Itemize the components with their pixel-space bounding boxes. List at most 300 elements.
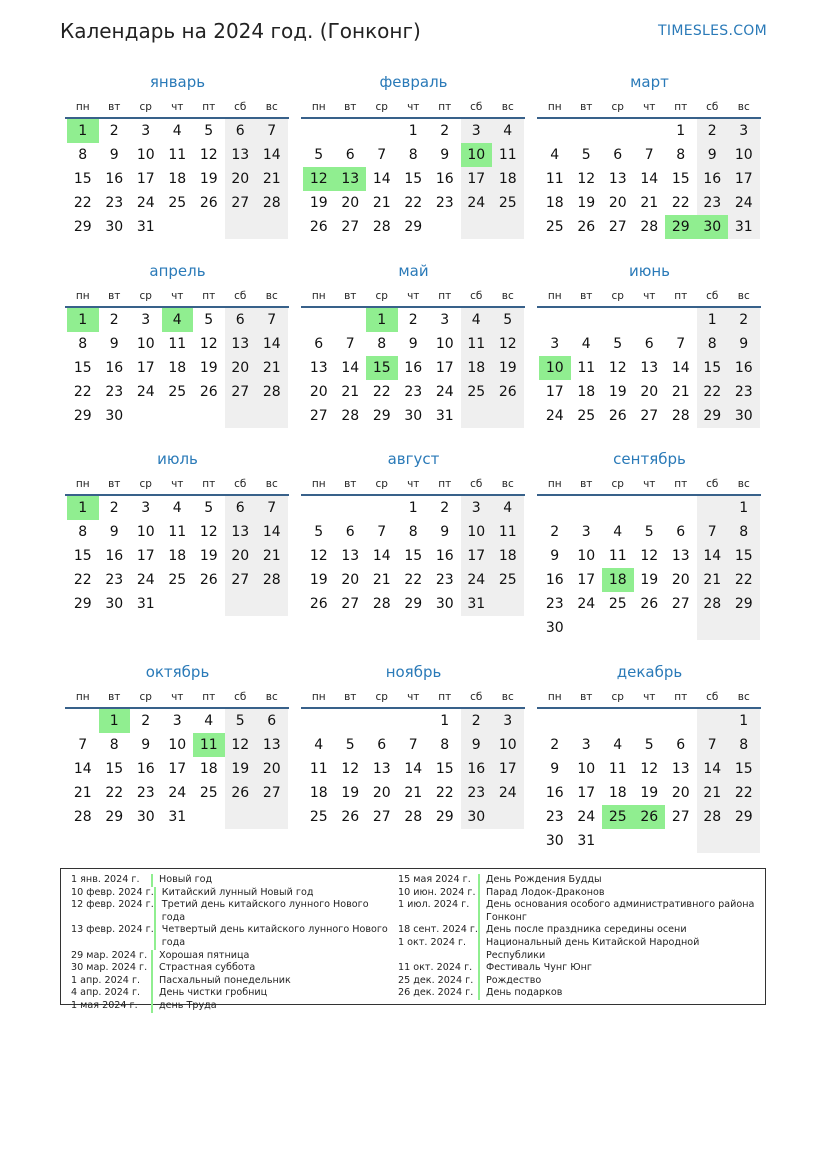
day-cell: 19 xyxy=(309,195,328,211)
day-cell: 21 xyxy=(73,785,92,801)
day-cell: 2 xyxy=(440,123,450,139)
day-cell: 6 xyxy=(345,147,355,163)
weekday-label: пт xyxy=(438,691,452,703)
day-cell: 6 xyxy=(644,336,654,352)
day-cell: 1 xyxy=(440,713,450,729)
month-name: июнь xyxy=(628,262,671,280)
day-cell: 20 xyxy=(671,572,690,588)
weekend-day-cell: 28 xyxy=(256,568,288,592)
weekend-day-cell: 24 xyxy=(728,191,760,215)
day-cell: 31 xyxy=(577,833,596,849)
day-cell: 27 xyxy=(671,809,690,825)
weekend-day-cell: 19 xyxy=(225,757,257,781)
day-cell: 15 xyxy=(73,360,92,376)
weekday-label: вт xyxy=(580,290,593,302)
weekend-day-cell: 27 xyxy=(225,568,257,592)
weekday-label: сб xyxy=(234,478,247,490)
weekday-label: чт xyxy=(171,478,184,490)
day-cell: 18 xyxy=(168,548,187,564)
weekend-filler xyxy=(492,805,524,829)
weekday-label: пт xyxy=(438,478,452,490)
day-cell: 28 xyxy=(372,219,391,235)
day-cell: 27 xyxy=(671,596,690,612)
day-cell: 11 xyxy=(577,360,596,376)
day-cell: 29 xyxy=(435,809,454,825)
month-name: апрель xyxy=(149,262,206,280)
weekend-day-cell: 14 xyxy=(697,544,729,568)
day-cell: 12 xyxy=(199,147,218,163)
weekday-label: сб xyxy=(706,691,719,703)
weekend-filler xyxy=(256,592,288,616)
day-cell: 14 xyxy=(73,761,92,777)
day-cell: 17 xyxy=(136,171,155,187)
legend-date: 1 янв. 2024 г. xyxy=(71,874,140,885)
weekend-filler xyxy=(492,404,524,428)
day-cell: 9 xyxy=(141,737,151,753)
page-title: Календарь на 2024 год. (Гонконг) xyxy=(60,19,421,43)
legend-row xyxy=(398,874,758,887)
weekday-label: чт xyxy=(171,691,184,703)
day-cell: 29 xyxy=(404,596,423,612)
weekday-label: пн xyxy=(75,290,90,302)
weekend-day-cell: 15 xyxy=(728,757,760,781)
day-cell: 5 xyxy=(644,737,654,753)
weekend-day-cell: 26 xyxy=(492,380,524,404)
legend-date: 29 мар. 2024 г. xyxy=(71,949,148,961)
weekend-day-cell: 28 xyxy=(697,805,729,829)
weekend-day-cell: 3 xyxy=(461,119,493,143)
legend-row xyxy=(398,924,758,937)
weekend-day-cell: 20 xyxy=(225,167,257,191)
legend-holiday-name: День основания особого административного района Гонконг xyxy=(486,899,755,923)
legend-column-left xyxy=(71,874,391,1013)
day-cell: 11 xyxy=(168,147,187,163)
weekend-day-cell: 22 xyxy=(697,380,729,404)
weekend-day-cell: 3 xyxy=(461,496,493,520)
weekend-day-cell: 21 xyxy=(697,568,729,592)
legend-color-bar xyxy=(151,950,153,963)
day-cell: 19 xyxy=(341,785,360,801)
holiday-day-cell: 10 xyxy=(461,143,493,167)
weekend-day-cell: 21 xyxy=(256,356,288,380)
weekday-label: ср xyxy=(611,691,624,703)
day-cell: 26 xyxy=(640,596,659,612)
weekday-label: пн xyxy=(547,101,562,113)
weekend-filler xyxy=(461,404,493,428)
day-cell: 19 xyxy=(640,785,659,801)
legend-row xyxy=(71,987,391,1000)
legend-row xyxy=(398,962,758,975)
weekday-label: сб xyxy=(234,101,247,113)
day-cell: 30 xyxy=(545,620,564,636)
day-cell: 21 xyxy=(372,195,391,211)
weekend-day-cell: 6 xyxy=(225,308,257,332)
day-cell: 8 xyxy=(440,737,450,753)
day-cell: 21 xyxy=(372,572,391,588)
day-cell: 28 xyxy=(372,596,391,612)
weekday-header xyxy=(303,290,524,306)
weekend-day-cell: 13 xyxy=(225,520,257,544)
day-cell: 4 xyxy=(172,123,182,139)
weekend-day-cell: 28 xyxy=(256,380,288,404)
day-cell: 19 xyxy=(199,360,218,376)
legend-holiday-name: Парад Лодок-Драконов xyxy=(486,886,605,898)
day-cell: 19 xyxy=(199,548,218,564)
legend-column-right xyxy=(398,874,758,1000)
month-name: март xyxy=(630,73,669,91)
day-cell: 3 xyxy=(581,524,591,540)
day-cell: 10 xyxy=(136,524,155,540)
weekend-day-cell: 26 xyxy=(225,781,257,805)
weekday-label: вт xyxy=(580,691,593,703)
day-grid xyxy=(67,496,288,664)
weekend-day-cell: 18 xyxy=(461,356,493,380)
weekend-day-cell: 8 xyxy=(697,332,729,356)
day-cell: 2 xyxy=(109,500,119,516)
legend-row xyxy=(398,987,758,1000)
day-cell: 8 xyxy=(78,336,88,352)
day-cell: 2 xyxy=(550,524,560,540)
weekday-label: вт xyxy=(344,478,357,490)
holiday-day-cell: 13 xyxy=(335,167,367,191)
legend-color-bar xyxy=(154,899,156,924)
weekday-label: чт xyxy=(643,478,656,490)
weekday-label: сб xyxy=(470,101,483,113)
holiday-legend xyxy=(60,868,766,1011)
legend-color-bar xyxy=(478,924,480,937)
day-cell: 18 xyxy=(545,195,564,211)
weekday-header xyxy=(67,478,288,494)
day-cell: 23 xyxy=(404,384,423,400)
weekday-label: чт xyxy=(643,101,656,113)
weekend-day-cell: 28 xyxy=(697,592,729,616)
weekend-day-cell: 17 xyxy=(728,167,760,191)
weekend-day-cell: 13 xyxy=(225,332,257,356)
site-link[interactable]: TIMESLES.COM xyxy=(658,23,767,39)
day-cell: 30 xyxy=(105,408,124,424)
weekday-label: сб xyxy=(706,101,719,113)
legend-holiday-name: День чистки гробниц xyxy=(159,987,268,999)
day-cell: 27 xyxy=(608,219,627,235)
day-cell: 16 xyxy=(435,171,454,187)
day-cell: 16 xyxy=(545,572,564,588)
weekend-day-cell: 18 xyxy=(492,544,524,568)
weekend-day-cell: 27 xyxy=(225,191,257,215)
day-cell: 14 xyxy=(372,548,391,564)
day-cell: 7 xyxy=(644,147,654,163)
weekday-label: ср xyxy=(139,478,152,490)
weekend-day-cell: 7 xyxy=(256,119,288,143)
weekday-label: ср xyxy=(139,101,152,113)
legend-date: 12 февр. 2024 г. xyxy=(71,899,154,911)
legend-row xyxy=(71,887,391,900)
day-cell: 20 xyxy=(341,195,360,211)
day-cell: 21 xyxy=(341,384,360,400)
weekday-label: пт xyxy=(202,691,216,703)
day-cell: 8 xyxy=(78,524,88,540)
day-cell: 27 xyxy=(372,809,391,825)
weekend-day-cell: 29 xyxy=(728,805,760,829)
legend-color-bar xyxy=(478,874,480,887)
day-cell: 31 xyxy=(136,219,155,235)
day-cell: 24 xyxy=(136,195,155,211)
weekend-filler xyxy=(225,215,257,239)
legend-color-bar xyxy=(151,874,153,887)
weekend-filler xyxy=(697,496,729,520)
weekend-day-cell: 13 xyxy=(225,143,257,167)
day-grid xyxy=(67,709,288,877)
weekend-filler xyxy=(225,592,257,616)
weekday-label: пн xyxy=(75,101,90,113)
day-cell: 2 xyxy=(109,312,119,328)
holiday-day-cell: 4 xyxy=(162,308,194,332)
weekend-day-cell: 11 xyxy=(461,332,493,356)
holiday-day-cell: 25 xyxy=(602,805,634,829)
day-cell: 6 xyxy=(676,737,686,753)
legend-color-bar xyxy=(151,962,153,975)
weekday-header xyxy=(539,290,760,306)
day-cell: 27 xyxy=(341,219,360,235)
weekend-day-cell: 24 xyxy=(461,191,493,215)
day-cell: 18 xyxy=(608,785,627,801)
day-cell: 31 xyxy=(168,809,187,825)
weekend-day-cell: 4 xyxy=(492,119,524,143)
holiday-day-cell: 29 xyxy=(665,215,697,239)
day-cell: 19 xyxy=(608,384,627,400)
holiday-day-cell: 15 xyxy=(366,356,398,380)
day-cell: 15 xyxy=(73,171,92,187)
legend-color-bar xyxy=(478,962,480,975)
day-cell: 20 xyxy=(372,785,391,801)
day-cell: 17 xyxy=(577,572,596,588)
day-cell: 22 xyxy=(671,195,690,211)
weekday-label: сб xyxy=(470,478,483,490)
weekday-label: ср xyxy=(611,290,624,302)
day-cell: 23 xyxy=(545,596,564,612)
day-cell: 4 xyxy=(204,713,214,729)
day-cell: 17 xyxy=(545,384,564,400)
weekend-day-cell: 14 xyxy=(256,332,288,356)
day-cell: 5 xyxy=(581,147,591,163)
weekday-label: вт xyxy=(344,290,357,302)
day-cell: 15 xyxy=(404,548,423,564)
weekday-label: пт xyxy=(674,691,688,703)
weekend-day-cell: 28 xyxy=(256,191,288,215)
day-cell: 5 xyxy=(314,147,324,163)
day-cell: 5 xyxy=(613,336,623,352)
day-cell: 3 xyxy=(141,312,151,328)
legend-row xyxy=(398,937,758,962)
legend-date: 4 апр. 2024 г. xyxy=(71,987,141,999)
day-cell: 20 xyxy=(341,572,360,588)
day-cell: 23 xyxy=(105,195,124,211)
legend-color-bar xyxy=(151,975,153,988)
day-cell: 8 xyxy=(377,336,387,352)
day-cell: 29 xyxy=(73,408,92,424)
day-cell: 6 xyxy=(377,737,387,753)
day-cell: 3 xyxy=(440,312,450,328)
legend-color-bar xyxy=(154,924,156,949)
day-cell: 9 xyxy=(408,336,418,352)
legend-row xyxy=(398,899,758,924)
day-cell: 5 xyxy=(314,524,324,540)
legend-date: 18 сент. 2024 г. xyxy=(398,924,478,936)
day-cell: 6 xyxy=(314,336,324,352)
weekday-label: вт xyxy=(580,101,593,113)
day-cell: 13 xyxy=(372,761,391,777)
weekday-label: пн xyxy=(547,290,562,302)
weekend-day-cell: 4 xyxy=(492,496,524,520)
day-cell: 22 xyxy=(435,785,454,801)
legend-date: 1 июл. 2024 г. xyxy=(398,899,470,911)
weekend-day-cell: 29 xyxy=(697,404,729,428)
weekday-label: пн xyxy=(75,691,90,703)
day-cell: 2 xyxy=(141,713,151,729)
weekday-label: пн xyxy=(311,290,326,302)
day-cell: 11 xyxy=(608,761,627,777)
weekend-day-cell: 17 xyxy=(492,757,524,781)
weekend-day-cell: 6 xyxy=(256,709,288,733)
day-cell: 2 xyxy=(550,737,560,753)
day-cell: 22 xyxy=(73,195,92,211)
day-cell: 25 xyxy=(168,384,187,400)
day-cell: 26 xyxy=(309,596,328,612)
day-cell: 15 xyxy=(105,761,124,777)
weekend-day-cell: 25 xyxy=(492,191,524,215)
day-cell: 2 xyxy=(408,312,418,328)
day-cell: 23 xyxy=(435,572,454,588)
weekend-filler xyxy=(697,709,729,733)
weekday-label: пн xyxy=(547,478,562,490)
day-cell: 16 xyxy=(435,548,454,564)
weekday-label: ср xyxy=(375,290,388,302)
day-cell: 9 xyxy=(109,524,119,540)
holiday-day-cell: 1 xyxy=(67,496,99,520)
day-cell: 28 xyxy=(73,809,92,825)
day-cell: 19 xyxy=(309,572,328,588)
weekday-label: вт xyxy=(580,478,593,490)
day-cell: 22 xyxy=(404,195,423,211)
legend-date: 10 июн. 2024 г. xyxy=(398,886,476,898)
weekend-day-cell: 25 xyxy=(492,568,524,592)
weekday-label: чт xyxy=(407,290,420,302)
legend-date: 26 дек. 2024 г. xyxy=(398,987,474,999)
day-cell: 24 xyxy=(577,809,596,825)
weekday-header xyxy=(303,478,524,494)
day-cell: 12 xyxy=(577,171,596,187)
legend-holiday-name: Четвертый день китайского лунного Нового года xyxy=(161,924,388,948)
weekend-day-cell: 3 xyxy=(728,119,760,143)
weekend-day-cell: 6 xyxy=(225,119,257,143)
day-cell: 19 xyxy=(199,171,218,187)
day-cell: 30 xyxy=(545,833,564,849)
weekday-label: вс xyxy=(265,101,278,113)
weekend-filler xyxy=(728,616,760,640)
weekend-day-cell: 1 xyxy=(728,496,760,520)
day-cell: 18 xyxy=(309,785,328,801)
weekday-label: пн xyxy=(311,478,326,490)
weekend-day-cell: 10 xyxy=(728,143,760,167)
day-cell: 20 xyxy=(309,384,328,400)
weekday-label: вс xyxy=(265,290,278,302)
day-cell: 26 xyxy=(199,195,218,211)
weekend-filler xyxy=(256,404,288,428)
weekend-day-cell: 9 xyxy=(461,733,493,757)
weekday-label: вс xyxy=(501,691,514,703)
weekend-filler xyxy=(256,805,288,829)
legend-row xyxy=(71,874,391,887)
day-cell: 25 xyxy=(168,195,187,211)
day-cell: 24 xyxy=(577,596,596,612)
day-cell: 12 xyxy=(199,336,218,352)
weekend-day-cell: 1 xyxy=(697,308,729,332)
day-cell: 17 xyxy=(136,548,155,564)
weekend-day-cell: 16 xyxy=(728,356,760,380)
month-name: февраль xyxy=(379,73,448,91)
weekend-filler xyxy=(697,616,729,640)
weekend-day-cell: 8 xyxy=(728,733,760,757)
weekend-day-cell: 16 xyxy=(697,167,729,191)
day-cell: 4 xyxy=(613,737,623,753)
day-cell: 31 xyxy=(435,408,454,424)
weekday-label: сб xyxy=(706,290,719,302)
day-cell: 23 xyxy=(105,572,124,588)
legend-color-bar xyxy=(478,987,480,1000)
day-cell: 24 xyxy=(168,785,187,801)
day-cell: 16 xyxy=(404,360,423,376)
day-cell: 3 xyxy=(141,123,151,139)
legend-date: 1 окт. 2024 г. xyxy=(398,936,467,948)
weekday-label: ср xyxy=(611,101,624,113)
day-cell: 25 xyxy=(608,596,627,612)
holiday-day-cell: 18 xyxy=(602,568,634,592)
weekend-day-cell: 8 xyxy=(728,520,760,544)
weekday-label: чт xyxy=(171,101,184,113)
weekend-filler xyxy=(256,215,288,239)
weekday-header xyxy=(67,691,288,707)
month-name: июль xyxy=(157,450,198,468)
legend-holiday-name: Новый год xyxy=(159,874,213,885)
day-cell: 26 xyxy=(577,219,596,235)
day-cell: 3 xyxy=(141,500,151,516)
day-cell: 3 xyxy=(581,737,591,753)
weekend-day-cell: 2 xyxy=(697,119,729,143)
weekday-header xyxy=(539,478,760,494)
day-cell: 8 xyxy=(109,737,119,753)
weekday-label: сб xyxy=(234,290,247,302)
day-cell: 5 xyxy=(644,524,654,540)
weekend-day-cell: 21 xyxy=(256,544,288,568)
day-cell: 27 xyxy=(341,596,360,612)
day-cell: 26 xyxy=(608,408,627,424)
day-cell: 3 xyxy=(550,336,560,352)
day-cell: 5 xyxy=(204,123,214,139)
legend-row xyxy=(71,975,391,988)
weekend-day-cell: 6 xyxy=(225,496,257,520)
month-name: август xyxy=(387,450,440,468)
weekend-day-cell: 30 xyxy=(461,805,493,829)
day-cell: 29 xyxy=(404,219,423,235)
weekend-day-cell: 5 xyxy=(492,308,524,332)
day-cell: 26 xyxy=(341,809,360,825)
day-cell: 2 xyxy=(109,123,119,139)
weekday-label: чт xyxy=(171,290,184,302)
day-cell: 9 xyxy=(109,336,119,352)
day-grid xyxy=(539,709,760,877)
day-cell: 26 xyxy=(309,219,328,235)
weekend-day-cell: 17 xyxy=(461,544,493,568)
legend-holiday-name: Пасхальный понедельник xyxy=(159,974,291,986)
